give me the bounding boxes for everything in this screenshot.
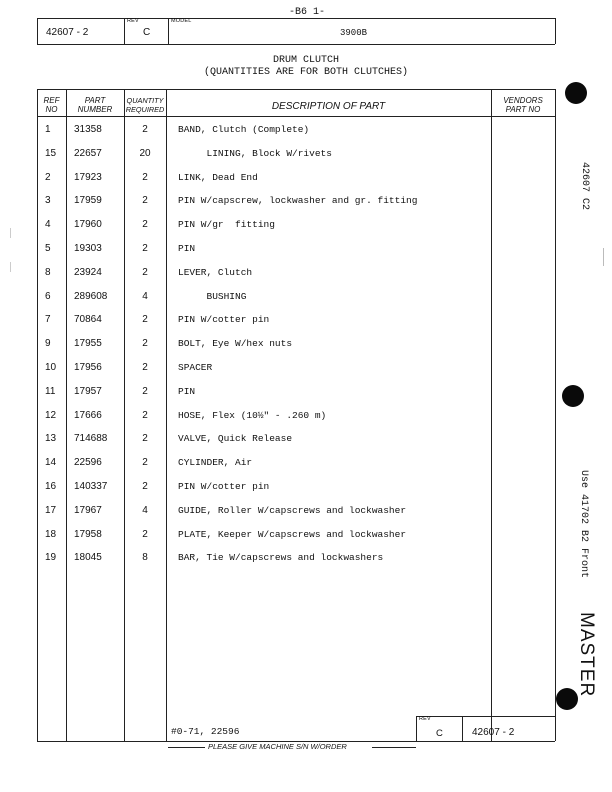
part-description: BAND, Clutch (Complete) — [178, 124, 310, 135]
ref-number: 2 — [45, 171, 51, 183]
header-vendor-line2: PART NO — [505, 105, 541, 114]
header-part-line1: PART — [84, 96, 106, 105]
footer-document-number: 42607 - 2 — [472, 727, 515, 738]
part-number: 17923 — [74, 171, 102, 183]
table-row — [37, 529, 555, 553]
ref-number: 4 — [45, 219, 51, 231]
footer-reference: #0-71, 22596 — [171, 726, 240, 737]
part-description: BUSHING — [178, 290, 247, 302]
section-title: DRUM CLUTCH — [272, 55, 339, 66]
margin-mark — [10, 228, 11, 238]
page-reference: -B6 1- — [289, 7, 326, 18]
part-description: LINK, Dead End — [178, 171, 258, 183]
ref-number: 3 — [45, 195, 51, 207]
header-vendor-line1: VENDORS — [503, 96, 543, 105]
table-row — [37, 457, 555, 481]
part-number: 17955 — [74, 338, 102, 350]
table-row — [37, 362, 555, 386]
binder-hole-top — [565, 82, 587, 104]
part-description: LEVER, Clutch — [178, 266, 253, 278]
margin-mark — [603, 248, 604, 266]
table-row — [37, 243, 555, 267]
header-ref-line2: NO — [45, 105, 58, 114]
table-row — [37, 552, 555, 576]
part-description: HOSE, Flex (10½" - .260 m) — [178, 409, 327, 421]
part-number: 17967 — [74, 504, 102, 516]
part-number: 19303 — [74, 243, 102, 254]
document-number: 42607 - 2 — [46, 27, 89, 38]
quantity: 8 — [142, 552, 148, 564]
quantity: 2 — [142, 243, 148, 254]
part-description: BAR, Tie W/capscrews and lockwashers — [178, 552, 384, 564]
part-description: PIN W/cotter pin — [178, 481, 270, 492]
margin-master-stamp: MASTER — [576, 612, 597, 698]
table-row — [37, 481, 555, 505]
ref-number: 18 — [45, 528, 57, 540]
table-row — [37, 386, 555, 410]
part-description: LINING, Block W/rivets — [178, 147, 332, 159]
part-number: 17666 — [74, 409, 102, 421]
ref-number: 7 — [45, 314, 51, 326]
ref-number: 10 — [45, 362, 57, 373]
ref-number: 9 — [45, 338, 51, 350]
ref-number: 13 — [45, 433, 57, 445]
table-row — [37, 505, 555, 529]
table-row — [37, 219, 555, 243]
binder-hole-middle — [562, 385, 584, 407]
part-number: 17960 — [74, 219, 102, 231]
table-row — [37, 314, 555, 338]
table-row — [37, 433, 555, 457]
header-ref — [37, 96, 66, 114]
quantity: 2 — [142, 528, 148, 540]
part-description: PLATE, Keeper W/capscrews and lockwasher — [178, 528, 407, 540]
quantity: 2 — [142, 362, 148, 373]
part-description: PIN — [178, 243, 196, 254]
header-part-line2: NUMBER — [77, 105, 113, 114]
ref-number: 14 — [45, 457, 57, 469]
part-number: 17956 — [74, 362, 102, 373]
part-description: CYLINDER, Air — [178, 457, 253, 469]
table-row — [37, 291, 555, 315]
ref-number: 19 — [45, 552, 57, 564]
model-label: MODEL — [171, 18, 192, 24]
ref-number: 16 — [45, 481, 57, 492]
quantity: 2 — [142, 314, 148, 326]
header-description: DESCRIPTION OF PART — [271, 101, 386, 112]
quantity: 2 — [142, 124, 148, 135]
part-number: 22657 — [74, 147, 102, 159]
table-row — [37, 172, 555, 196]
part-description: PIN W/capscrew, lockwasher and gr. fitting — [178, 195, 418, 207]
part-number: 17957 — [74, 385, 102, 397]
part-number: 22596 — [74, 457, 102, 469]
table-row — [37, 195, 555, 219]
table-row — [37, 124, 555, 148]
part-description: VALVE, Quick Release — [178, 433, 293, 445]
header-vendor — [491, 96, 555, 114]
part-number: 140337 — [74, 481, 108, 492]
quantity: 2 — [142, 266, 148, 278]
section-subtitle: (QUANTITIES ARE FOR BOTH CLUTCHES) — [203, 67, 409, 78]
quantity: 2 — [142, 385, 148, 397]
quantity: 4 — [142, 504, 148, 516]
table-row — [37, 267, 555, 291]
part-number: 18045 — [74, 552, 102, 564]
quantity: 2 — [142, 219, 148, 231]
quantity: 4 — [142, 290, 148, 302]
header-quantity-line2: REQUIRED — [125, 105, 165, 114]
quantity: 2 — [142, 481, 148, 492]
header-ref-line1: REF — [43, 96, 60, 105]
quantity: 2 — [142, 171, 148, 183]
footer-rev-label: REV — [419, 716, 431, 722]
ref-number: 6 — [45, 290, 51, 302]
margin-mark — [10, 262, 11, 272]
quantity: 2 — [142, 195, 148, 207]
margin-code: 42607 C2 — [579, 162, 590, 211]
part-description: PIN W/gr fitting — [178, 219, 275, 231]
part-description: SPACER — [178, 362, 213, 373]
table-row — [37, 410, 555, 434]
table-row — [37, 338, 555, 362]
table-row — [37, 148, 555, 172]
ref-number: 15 — [45, 147, 57, 159]
quantity: 2 — [142, 433, 148, 445]
header-part — [66, 96, 124, 114]
footer-rev-value: C — [436, 728, 443, 739]
part-description: PIN — [178, 385, 196, 397]
part-number: 714688 — [74, 433, 108, 445]
quantity: 2 — [142, 457, 148, 469]
header-quantity-line1: QUANTITY — [126, 96, 164, 105]
footer-instruction: PLEASE GIVE MACHINE S/N W/ORDER — [208, 742, 347, 751]
part-number: 31358 — [74, 124, 102, 135]
ref-number: 8 — [45, 266, 51, 278]
model-value: 3900B — [340, 28, 368, 38]
ref-number: 5 — [45, 243, 51, 254]
quantity: 20 — [139, 147, 151, 159]
rev-label: REV — [127, 18, 139, 24]
ref-number: 11 — [45, 385, 56, 397]
part-description: PIN W/cotter pin — [178, 314, 270, 326]
part-number: 17958 — [74, 528, 102, 540]
part-description: GUIDE, Roller W/capscrews and lockwasher — [178, 504, 407, 516]
rev-value: C — [143, 27, 151, 38]
part-number: 17959 — [74, 195, 102, 207]
part-number: 70864 — [74, 314, 102, 326]
ref-number: 1 — [45, 124, 51, 135]
margin-use-note: Use 41702 B2 Front — [578, 470, 589, 579]
part-number: 23924 — [74, 266, 102, 278]
header-quantity — [124, 96, 166, 114]
quantity: 2 — [142, 338, 148, 350]
ref-number: 17 — [45, 504, 57, 516]
part-number: 289608 — [74, 290, 108, 302]
part-description: BOLT, Eye W/hex nuts — [178, 338, 293, 350]
quantity: 2 — [142, 409, 148, 421]
ref-number: 12 — [45, 409, 57, 421]
